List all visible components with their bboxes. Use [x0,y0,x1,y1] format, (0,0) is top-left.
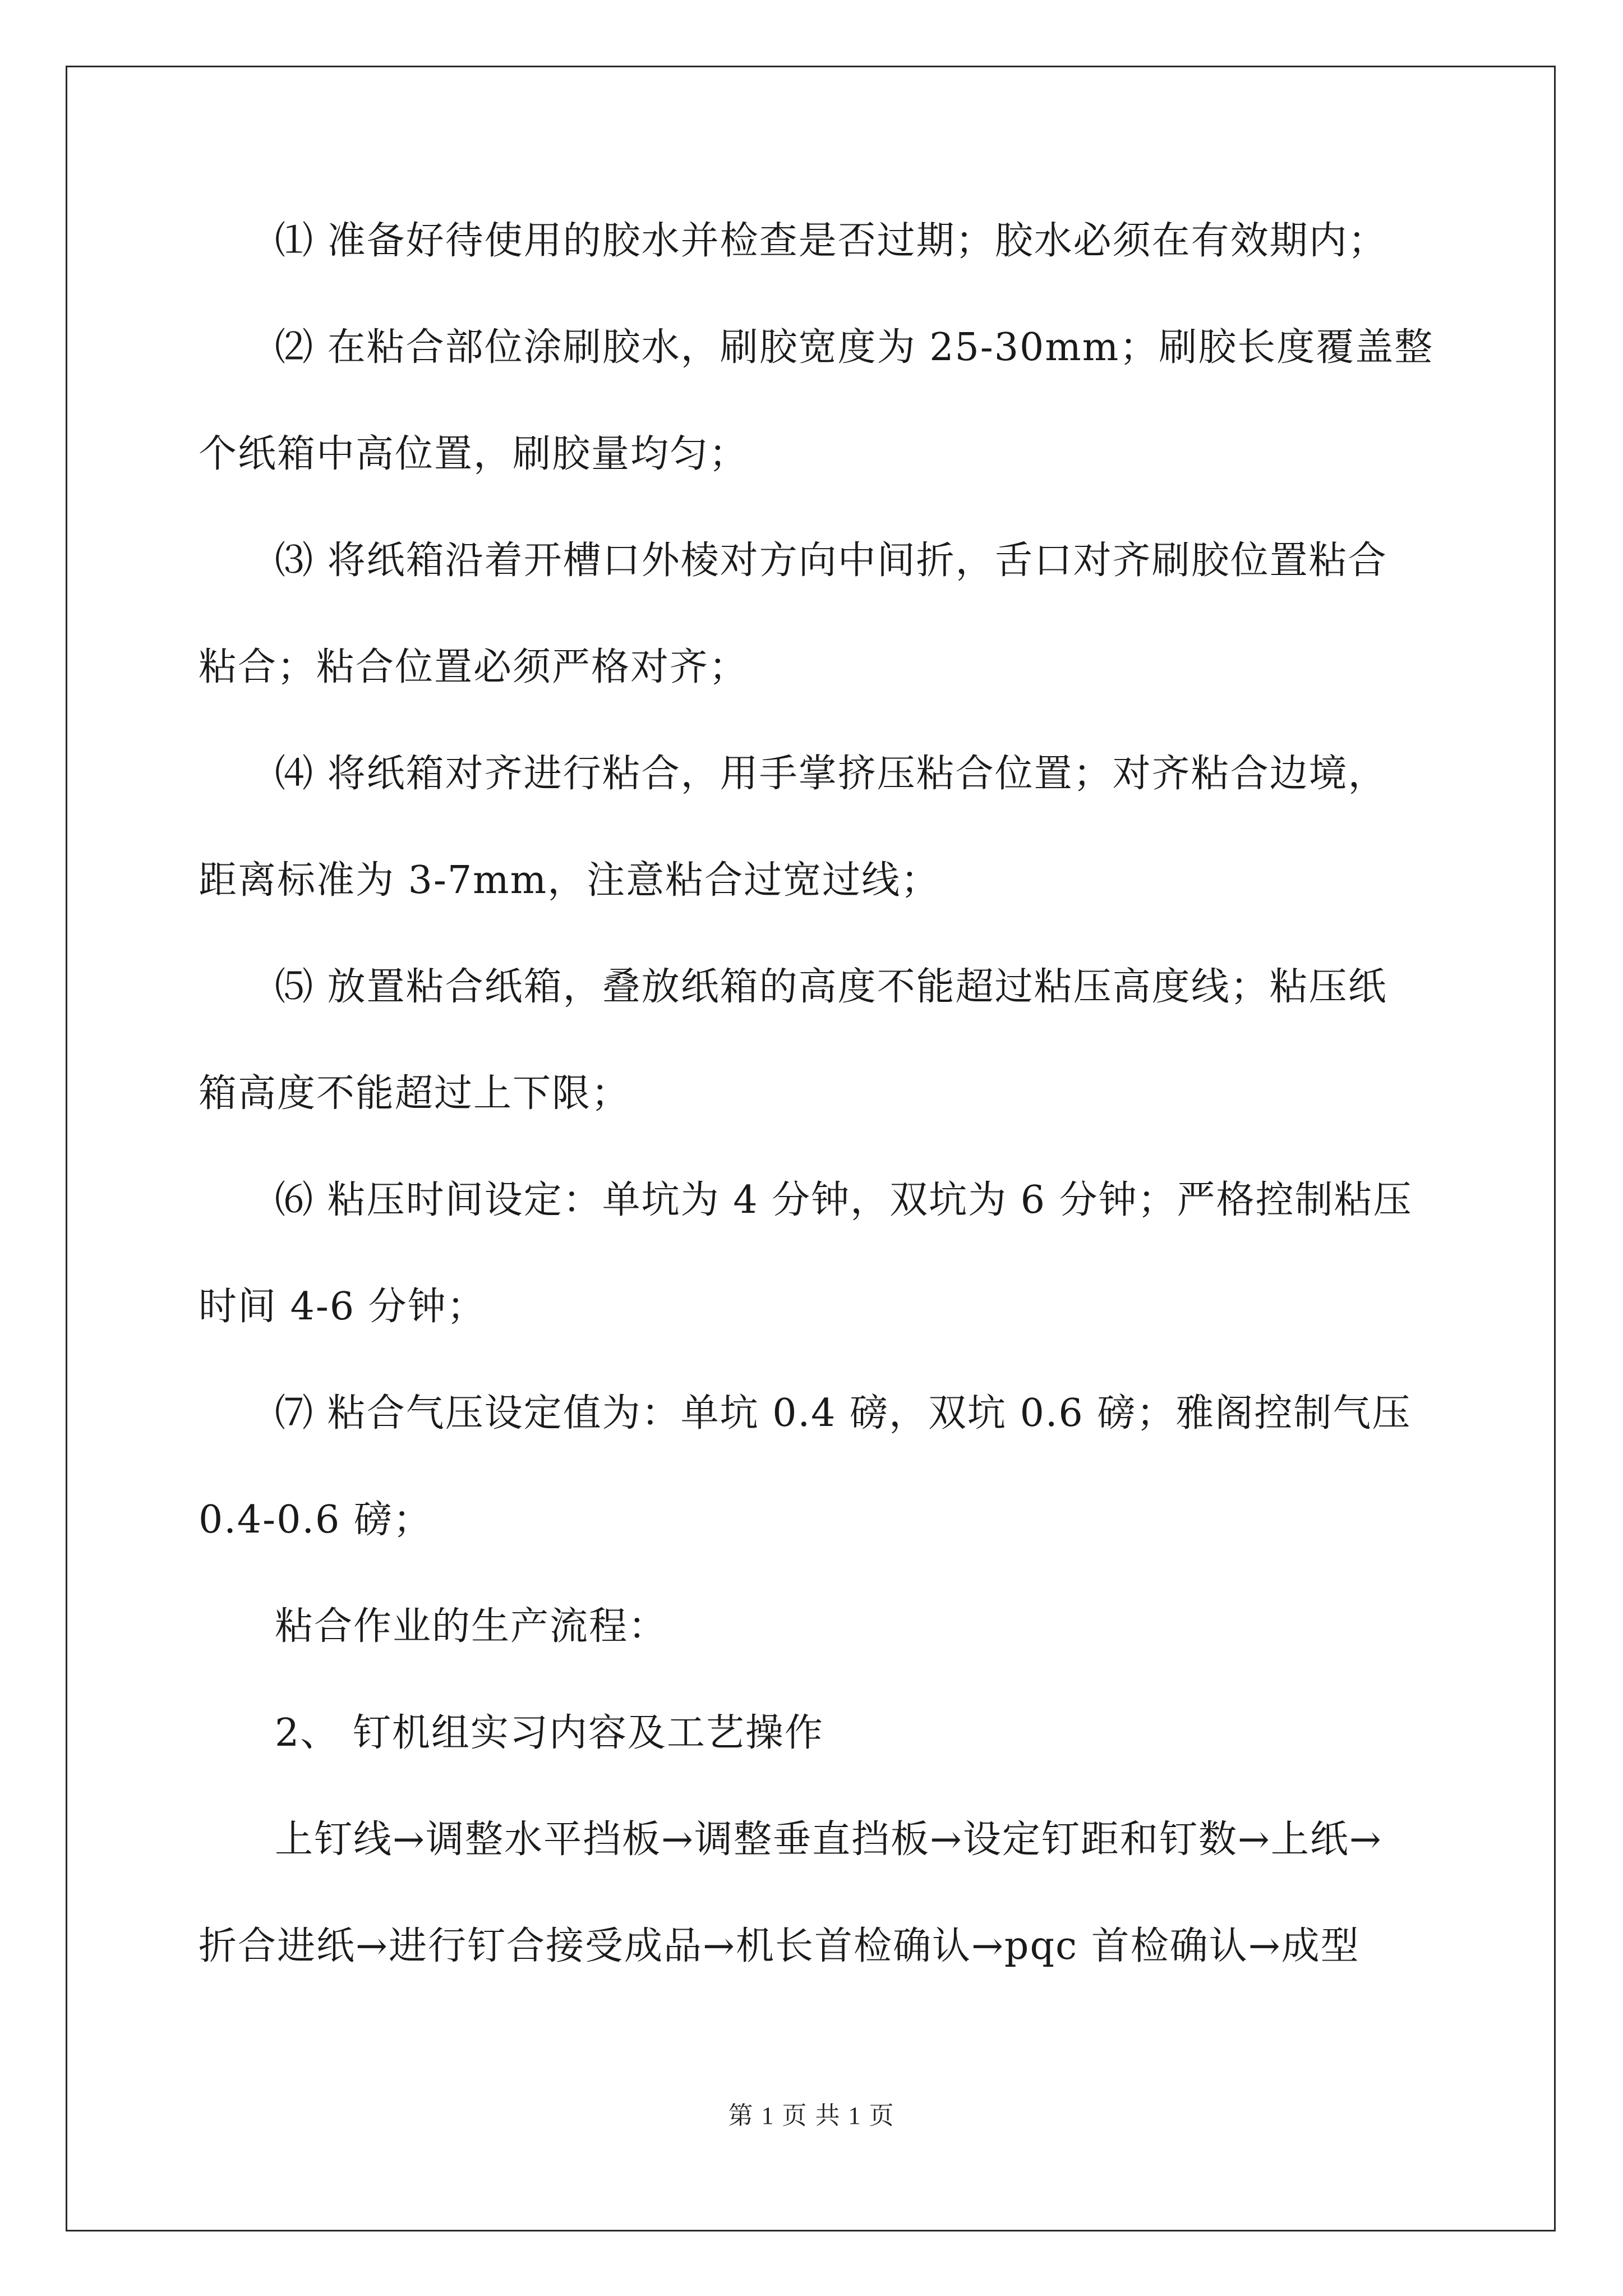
paragraph-3-line-1: ⑶ 将纸箱沿着开槽口外棱对方向中间折，舌口对齐刷胶位置粘合 [275,539,1387,583]
paragraph-6-line-2: 时间 4-6 分钟； [199,1285,486,1329]
page-border [66,66,1556,2231]
paragraph-2-line-1: ⑵ 在粘合部位涂刷胶水，刷胶宽度为 25-30mm；刷胶长度覆盖整 [275,325,1434,370]
paragraph-7-line-2: 0.4-0.6 磅； [199,1498,432,1542]
paragraph-5-line-1: ⑸ 放置粘合纸箱，叠放纸箱的高度不能超过粘压高度线；粘压纸 [275,965,1387,1009]
paragraph-7-line-1: ⑺ 粘合气压设定值为：单坑 0.4 磅，双坑 0.6 磅；雅阁控制气压 [275,1391,1412,1435]
paragraph-6-line-1: ⑹ 粘压时间设定：单坑为 4 分钟，双坑为 6 分钟；严格控制粘压 [275,1178,1413,1222]
process-heading: 粘合作业的生产流程： [275,1604,668,1649]
paragraph-4-line-1: ⑷ 将纸箱对齐进行粘合，用手掌挤压粘合位置；对齐粘合边境， [275,752,1387,796]
paragraph-4-line-2: 距离标准为 3-7mm，注意粘合过宽过线； [199,858,940,903]
process-flow-line-1: 上钉线→调整水平挡板→调整垂直挡板→设定钉距和钉数→上纸→ [275,1818,1382,1862]
paragraph-1-line-1: ⑴ 准备好待使用的胶水并检查是否过期；胶水必须在有效期内； [275,219,1387,263]
paragraph-5-line-2: 箱高度不能超过上下限； [199,1071,631,1116]
paragraph-2-line-2: 个纸箱中高位置，刷胶量均匀； [199,432,749,476]
page-number: 第 1 页 共 1 页 [728,2102,895,2129]
paragraph-3-line-2: 粘合；粘合位置必须严格对齐； [199,645,749,689]
process-flow-line-2: 折合进纸→进行钉合接受成品→机长首检确认→pqc 首检确认→成型 [199,1924,1360,1968]
section-heading: 2、 钉机组实习内容及工艺操作 [275,1711,824,1755]
